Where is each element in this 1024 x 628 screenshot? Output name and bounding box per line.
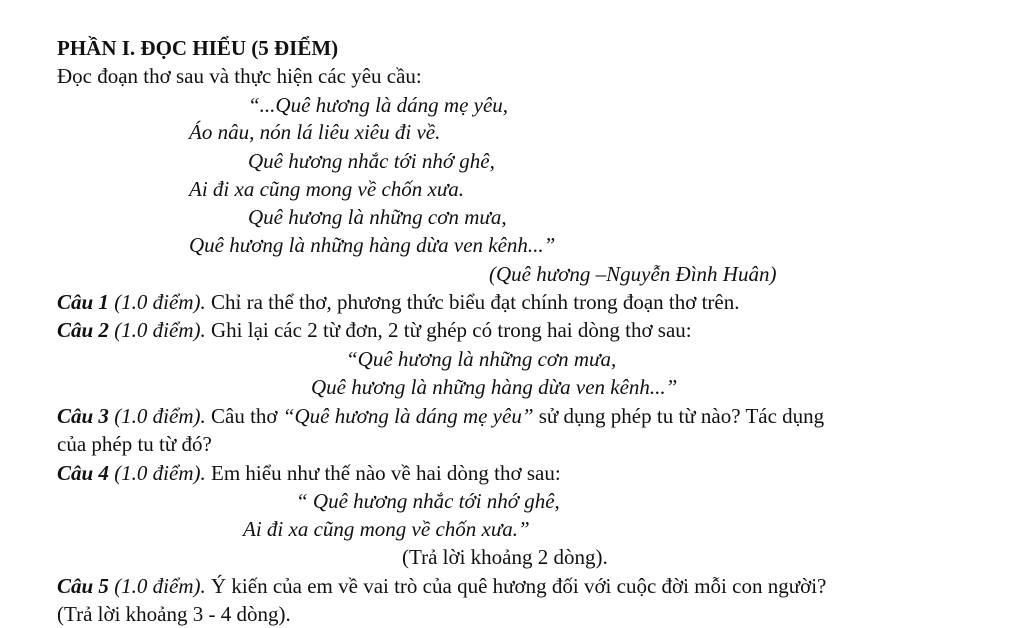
question-3-text-before: Câu thơ [205, 404, 283, 428]
poem-line-1: “...Quê hương là dáng mẹ yêu, [248, 93, 509, 117]
question-4-quote-line-1: “ Quê hương nhắc tới nhớ ghê, [296, 489, 560, 513]
poem-line-6: Quê hương là những hàng dừa ven kênh...” [189, 233, 556, 257]
question-2-label: Câu 2 [57, 318, 109, 342]
question-1-score: (1.0 điểm). [108, 290, 206, 314]
question-2-quote-line-2: Quê hương là những hàng dừa ven kênh...” [311, 375, 678, 399]
question-3-quoted: “Quê hương là dáng mẹ yêu” [282, 404, 534, 428]
question-2-text: Ghi lại các 2 từ đơn, 2 từ ghép có trong hai dòng thơ sau: [205, 318, 692, 342]
question-2-score: (1.0 điểm). [108, 318, 206, 342]
section-title: PHẦN I. ĐỌC HIỂU (5 ĐIỂM) [57, 36, 339, 60]
intro-text: Đọc đoạn thơ sau và thực hiện các yêu cầu: [57, 64, 422, 88]
question-3-text-after: sử dụng phép tu từ nào? Tác dụng [533, 404, 825, 428]
question-1-text: Chỉ ra thể thơ, phương thức biểu đạt chính trong đoạn thơ trên. [205, 290, 740, 314]
question-3-continuation: của phép tu từ đó? [57, 432, 212, 456]
poem-line-3: Quê hương nhắc tới nhớ ghê, [248, 149, 495, 173]
poem-line-2: Áo nâu, nón lá liêu xiêu đi về. [189, 120, 441, 144]
question-4-quote-line-2: Ai đi xa cũng mong về chốn xưa.” [243, 517, 530, 541]
question-4-text: Em hiểu như thế nào về hai dòng thơ sau: [205, 461, 561, 485]
question-1 [57, 288, 739, 316]
question-4-note: (Trả lời khoảng 2 dòng). [402, 545, 608, 569]
question-5-score: (1.0 điểm). [108, 574, 206, 598]
question-5-note: (Trả lời khoảng 3 - 4 dòng). [57, 602, 291, 626]
question-3 [57, 402, 824, 430]
question-1-label: Câu 1 [57, 290, 109, 314]
question-4 [57, 459, 561, 487]
question-3-label: Câu 3 [57, 404, 109, 428]
question-5-text: Ý kiến của em về vai trò của quê hương đối với cuộc đời mỗi con người? [205, 574, 827, 598]
poem-line-5: Quê hương là những cơn mưa, [248, 205, 507, 229]
question-2-quote-line-1: “Quê hương là những cơn mưa, [346, 347, 617, 371]
question-4-label: Câu 4 [57, 461, 109, 485]
poem-line-4: Ai đi xa cũng mong về chốn xưa. [189, 177, 465, 201]
question-5-label: Câu 5 [57, 574, 109, 598]
poem-source: (Quê hương –Nguyễn Đình Huân) [489, 262, 777, 286]
question-3-score: (1.0 điểm). [108, 404, 206, 428]
question-4-score: (1.0 điểm). [108, 461, 206, 485]
question-2 [57, 316, 692, 344]
question-5 [57, 572, 826, 600]
